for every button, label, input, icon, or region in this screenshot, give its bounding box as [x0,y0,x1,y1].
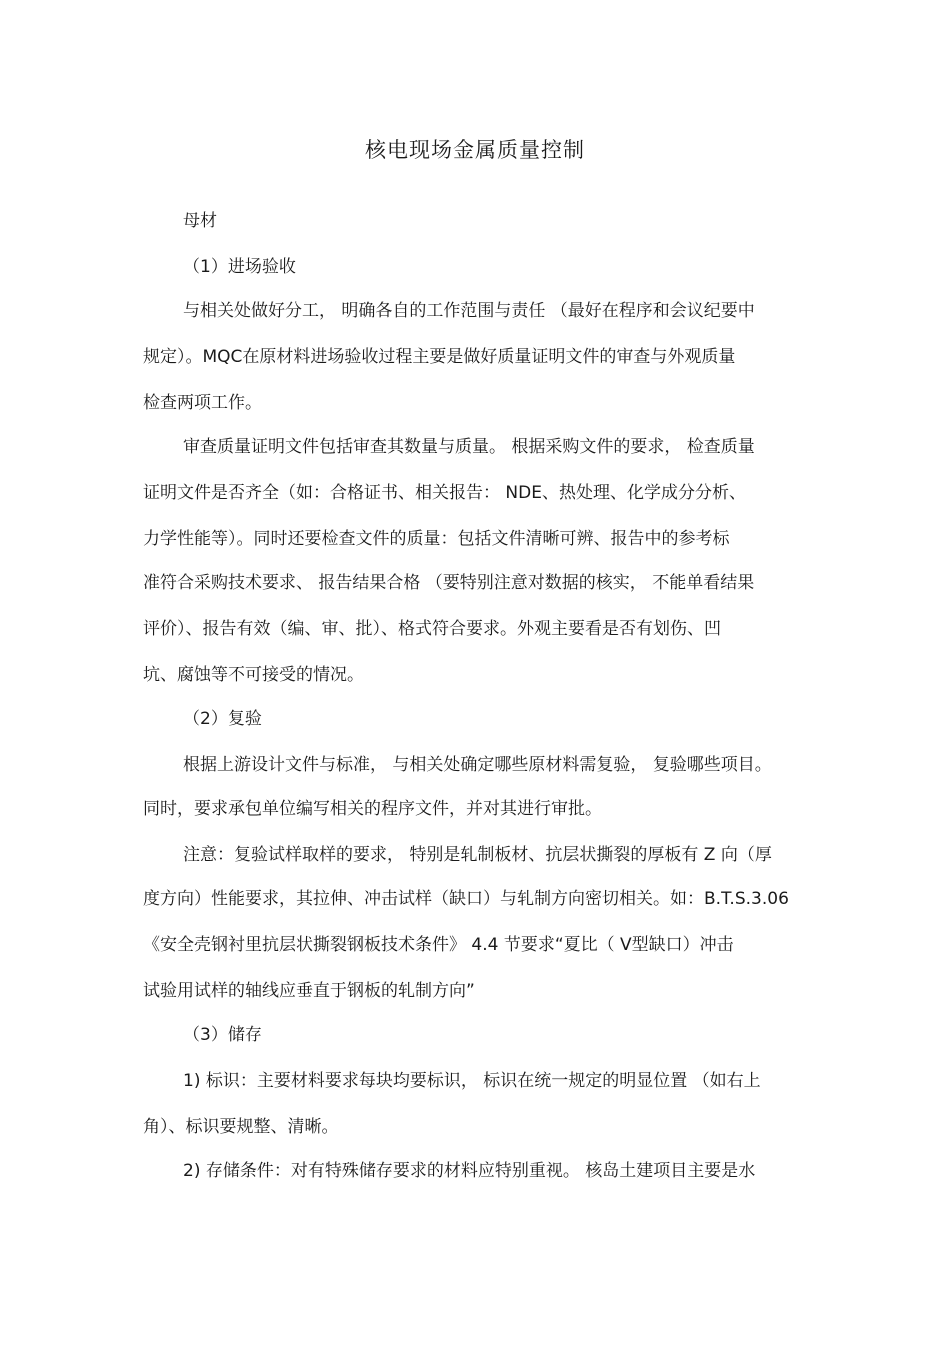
paragraph-line: 规定）。MQC在原材料进场验收过程主要是做好质量证明文件的审查与外观质量 [143,347,736,367]
paragraph-line: 角）、标识要规整、清晰。 [143,1117,339,1137]
paragraph-line: 1) 标识：主要材料要求每块均要标识， 标识在统一规定的明显位置 （如右上 [183,1071,761,1091]
paragraph-line: 坑、腐蚀等不可接受的情况。 [143,665,364,685]
paragraph-line: 根据上游设计文件与标准， 与相关处确定哪些原材料需复验， 复验哪些项目。 [183,755,772,775]
paragraph-line: 《安全壳钢衬里抗层状撕裂钢板技术条件》 4.4 节要求“夏比（ V型缺口）冲击 [143,935,734,955]
paragraph-line: 注意：复验试样取样的要求， 特别是轧制板材、抗层状撕裂的厚板有 Z 向（厚 [183,845,772,865]
paragraph-line: 证明文件是否齐全（如：合格证书、相关报告： NDE、热处理、化学成分分析、 [143,483,746,503]
paragraph-line: 与相关处做好分工， 明确各自的工作范围与责任 （最好在程序和会议纪要中 [183,301,755,321]
section-heading: 母材 [183,211,217,231]
paragraph-line: 2) 存储条件：对有特殊储存要求的材料应特别重视。 核岛土建项目主要是水 [183,1161,756,1181]
document-title: 核电现场金属质量控制 [365,138,585,162]
paragraph-line: 同时，要求承包单位编写相关的程序文件，并对其进行审批。 [143,799,602,819]
subsection-heading: （2）复验 [183,709,262,729]
paragraph-line: 评价）、报告有效（编、审、批）、格式符合要求。外观主要看是否有划伤、凹 [143,619,721,639]
subsection-heading: （1）进场验收 [183,257,296,277]
paragraph-line: 度方向）性能要求，其拉伸、冲击试样（缺口）与轧制方向密切相关。如：B.T.S.3.06 [143,889,789,909]
paragraph-line: 力学性能等）。同时还要检查文件的质量：包括文件清晰可辨、报告中的参考标 [143,529,730,549]
subsection-heading: （3）储存 [183,1025,262,1045]
paragraph-line: 试验用试样的轴线应垂直于钢板的轧制方向” [143,981,475,1001]
paragraph-line: 审查质量证明文件包括审查其数量与质量。 根据采购文件的要求， 检查质量 [183,437,755,457]
paragraph-line: 准符合采购技术要求、 报告结果合格 （要特别注意对数据的核实， 不能单看结果 [143,573,755,593]
paragraph-line: 检查两项工作。 [143,393,262,413]
